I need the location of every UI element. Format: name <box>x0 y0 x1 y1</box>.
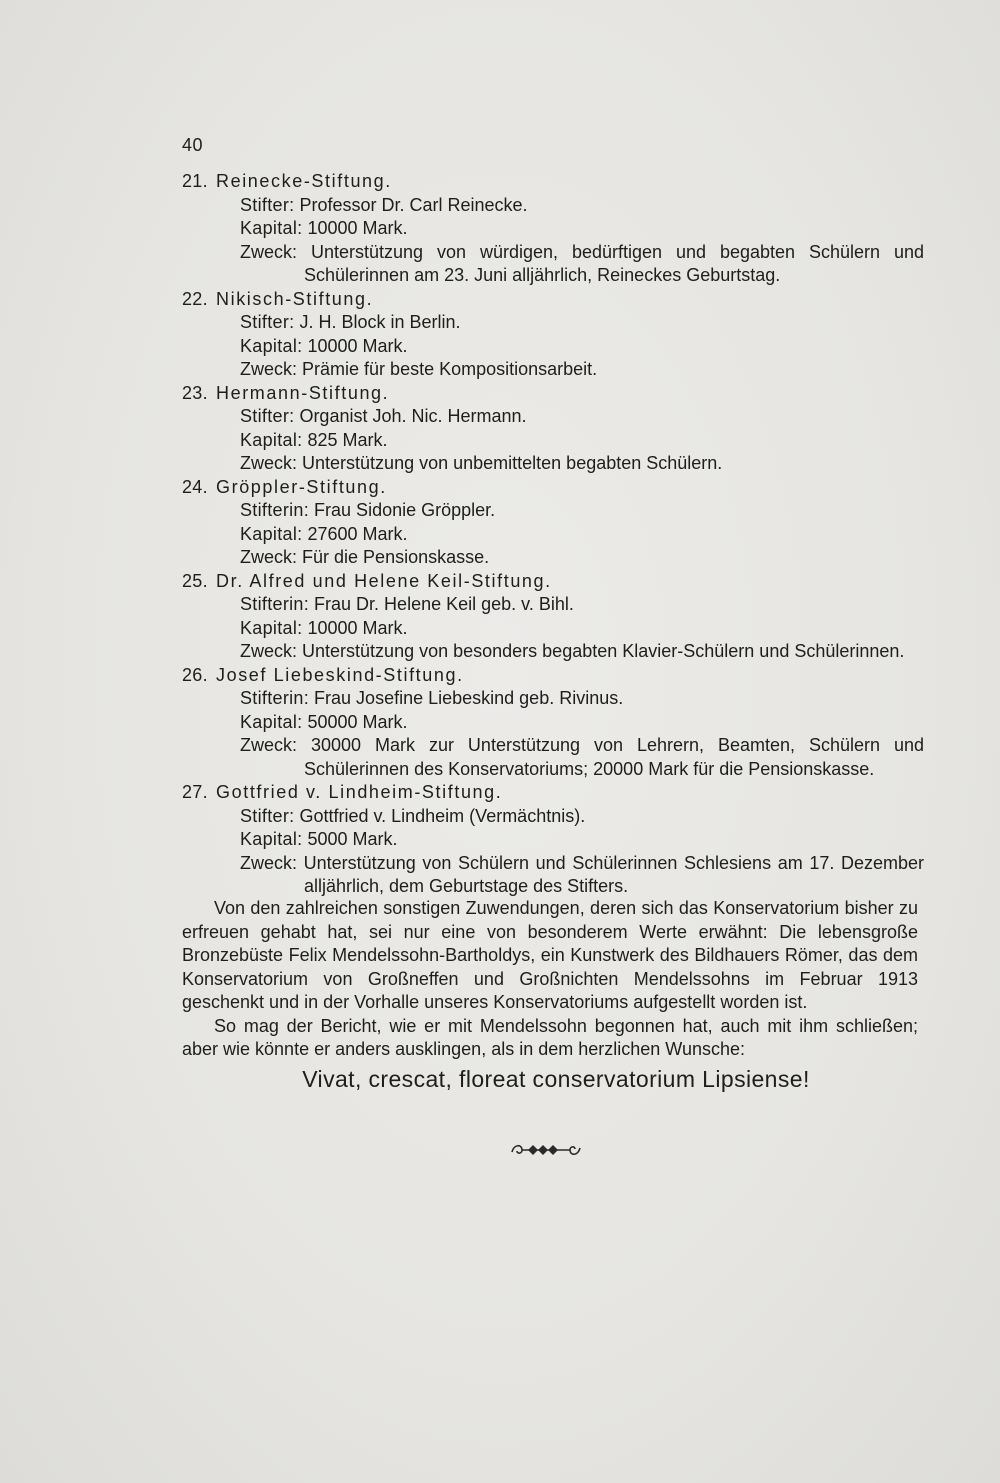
entry-number: 24. <box>182 476 208 497</box>
donor-label: Stifter: <box>240 406 295 426</box>
capital-value: 10000 Mark. <box>307 218 408 238</box>
purpose-label: Zweck: <box>240 241 298 262</box>
entry-number: 25. <box>182 570 208 591</box>
purpose-line <box>240 852 924 899</box>
donor-label: Stifterin: <box>240 688 310 708</box>
purpose-label: Zweck: <box>240 641 298 661</box>
capital-label: Kapital: <box>240 829 303 849</box>
capital-line <box>240 828 922 852</box>
donor-value: Frau Sidonie Gröppler. <box>314 500 496 520</box>
entry-heading <box>182 170 922 194</box>
capital-label: Kapital: <box>240 429 303 450</box>
entry-heading <box>182 288 922 312</box>
entry-heading <box>182 570 922 594</box>
vine-ornament-icon <box>508 1138 584 1160</box>
page-number: 40 <box>182 135 204 155</box>
entry-title: Josef Liebeskind-Stiftung. <box>216 664 464 685</box>
capital-line <box>240 711 922 735</box>
capital-value: 5000 Mark. <box>307 829 398 849</box>
donor-line <box>240 194 922 218</box>
entry-heading <box>182 781 922 805</box>
paragraph: So mag der Bericht, wie er mit Mendelssohn begonnen hat, auch mit ihm schließen; aber wie könnte er anders ausklingen, als in dem herzlichen Wunsche: <box>182 1015 918 1059</box>
entry-number: 27. <box>182 782 208 802</box>
capital-label: Kapital: <box>240 711 303 732</box>
foundation-entry <box>182 382 922 476</box>
purpose-value: Unterstützung von besonders begabten Klavier-Schülern und Schülerinnen. <box>302 641 905 661</box>
donor-value: J. H. Block in Berlin. <box>299 312 461 332</box>
entry-title: Gröppler-Stiftung. <box>216 476 387 497</box>
entry-number: 23. <box>182 382 208 403</box>
entry-title: Dr. Alfred und Helene Keil-Stiftung. <box>216 570 552 591</box>
entry-title: Reinecke-Stiftung. <box>216 171 392 191</box>
capital-line <box>240 335 922 359</box>
donor-label: Stifter: <box>240 805 295 826</box>
foundation-entry <box>182 476 922 570</box>
capital-value: 10000 Mark. <box>307 335 408 356</box>
capital-line <box>240 217 922 241</box>
purpose-value: Für die Pensionskasse. <box>302 547 490 567</box>
donor-value: Frau Dr. Helene Keil geb. v. Bihl. <box>314 594 574 614</box>
capital-label: Kapital: <box>240 617 303 638</box>
purpose-line <box>240 358 924 382</box>
donor-value: Gottfried v. Lindheim (Vermächtnis). <box>299 805 586 826</box>
donor-label: Stifter: <box>240 194 295 215</box>
donor-line <box>240 805 922 829</box>
capital-line <box>240 617 922 641</box>
foundation-entry <box>182 570 922 664</box>
donor-label: Stifter: <box>240 312 295 332</box>
capital-value: 10000 Mark. <box>307 617 408 638</box>
purpose-line <box>240 640 984 664</box>
purpose-label: Zweck: <box>240 547 298 567</box>
entry-number: 21. <box>182 171 208 191</box>
entry-title: Nikisch-Stiftung. <box>216 288 374 309</box>
capital-label: Kapital: <box>240 335 303 356</box>
entry-heading <box>182 382 922 406</box>
purpose-value: Unterstützung von Schülern und Schülerinnen Schlesiens am 17. Dezember alljährlich, dem Geburtstage des Stifters. <box>303 852 924 896</box>
purpose-label: Zweck: <box>240 453 298 473</box>
purpose-line <box>240 452 924 476</box>
paragraph: Von den zahlreichen sonstigen Zuwendungen, deren sich das Konservatorium bisher zu erfreuen gehabt hat, sei nur eine von besonderem Werte erwähnt: Die lebensgroße Bronzebüste Felix Mendelssohn-Bartholdys, ein Kunstwerk des Bildhauers Römer, das dem Konservatorium von Großneffen und Großnichten Mendelssohns im Februar 1913 geschenkt und in der Vorhalle unseres Konservatoriums aufgestellt worden ist. <box>182 898 918 1012</box>
donor-label: Stifterin: <box>240 500 310 520</box>
purpose-line <box>240 546 924 570</box>
purpose-value: 30000 Mark zur Unterstützung von Lehrern, Beamten, Schülern und Schülerinnen des Konservatoriums; 20000 Mark für die Pensionskasse. <box>304 735 924 779</box>
foundation-list <box>182 170 922 899</box>
capital-label: Kapital: <box>240 523 303 544</box>
purpose-label: Zweck: <box>240 852 298 873</box>
purpose-value: Unterstützung von würdigen, bedürftigen und begabten Schülern und Schülerinnen am 23. Juni alljährlich, Reineckes Geburtstag. <box>304 241 924 285</box>
purpose-line <box>240 734 924 781</box>
capital-label: Kapital: <box>240 218 303 238</box>
motto: Vivat, crescat, floreat conservatorium Lipsiense! <box>302 1066 810 1092</box>
capital-line <box>240 429 922 453</box>
donor-line <box>240 593 922 617</box>
entry-heading <box>182 476 922 500</box>
capital-value: 27600 Mark. <box>307 523 408 544</box>
foundation-entry <box>182 170 922 288</box>
capital-line <box>240 523 922 547</box>
donor-line <box>240 687 922 711</box>
purpose-label: Zweck: <box>240 735 298 755</box>
purpose-line <box>240 241 924 288</box>
entry-number: 22. <box>182 288 208 309</box>
closing-text <box>182 897 918 1062</box>
capital-value: 825 Mark. <box>307 429 388 450</box>
foundation-entry <box>182 288 922 382</box>
purpose-label: Zweck: <box>240 359 298 379</box>
capital-value: 50000 Mark. <box>307 711 408 732</box>
donor-value: Organist Joh. Nic. Hermann. <box>299 406 527 426</box>
foundation-entry <box>182 664 922 782</box>
purpose-value: Unterstützung von unbemittelten begabten Schülern. <box>302 453 723 473</box>
donor-label: Stifterin: <box>240 594 310 614</box>
donor-line <box>240 405 922 429</box>
entry-title: Gottfried v. Lindheim-Stiftung. <box>216 782 503 802</box>
donor-line <box>240 499 922 523</box>
purpose-value: Prämie für beste Kompositionsarbeit. <box>302 359 598 379</box>
foundation-entry <box>182 781 922 899</box>
entry-heading <box>182 664 922 688</box>
entry-number: 26. <box>182 664 208 685</box>
donor-value: Professor Dr. Carl Reinecke. <box>299 194 528 215</box>
donor-line <box>240 311 922 335</box>
donor-value: Frau Josefine Liebeskind geb. Rivinus. <box>314 688 624 708</box>
entry-title: Hermann-Stiftung. <box>216 382 390 403</box>
